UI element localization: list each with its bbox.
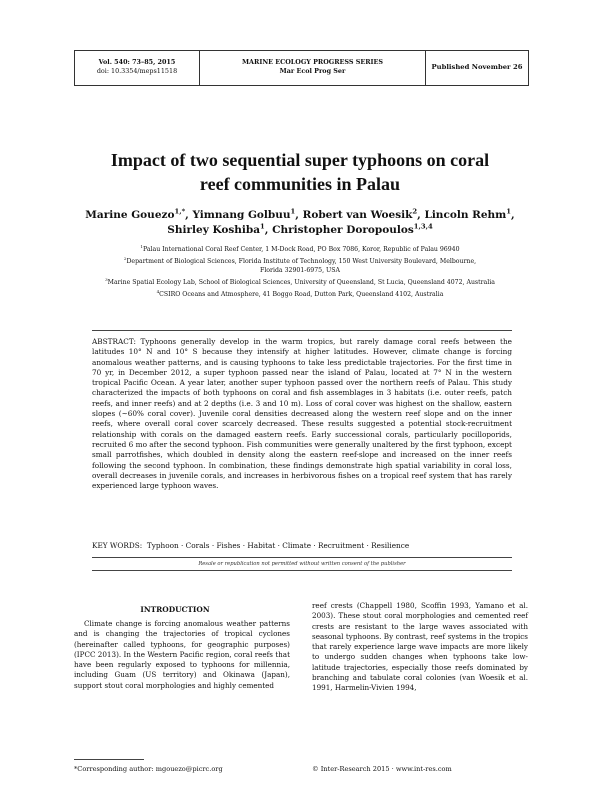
author-affil: 1 — [260, 222, 265, 231]
affiliation-4: $^4$CSIRO Oceans and Atmosphere, 41 Boggo Road, Dutton Park, Queensland 4102, Australia — [156, 288, 444, 298]
journal-abbrev: Mar Ecol Prog Ser — [279, 67, 346, 75]
footnote-rule — [74, 759, 144, 760]
author-line-1: Marine Gouezo$^{1,*}$, Yimnang Golbuu$^1$, Robert van Woesik$^2$, Lincoln Rehm$^1$, — [85, 207, 515, 221]
author-affil: 1 — [506, 207, 512, 216]
author-list — [40, 208, 560, 238]
keywords — [92, 541, 512, 551]
author-affil: 1,3,4 — [413, 222, 433, 231]
keywords-list: Typhoon · Corals · Fishes · Habitat · Climate · Recruitment · Resilience — [146, 541, 410, 550]
section-heading-introduction: INTRODUCTION — [140, 605, 210, 614]
journal-name: MARINE ECOLOGY PROGRESS SERIES — [241, 58, 383, 66]
header-citation-box — [74, 50, 200, 86]
affiliation-2: $^2$Department of Biological Sciences, Florida Institute of Technology, 150 West University Boulevard, Melbourne, Florida 32901-6975, USA — [123, 255, 477, 274]
intro-column-1: Climate change is forcing anomalous weather patterns and is changing the trajectories of tropical cyclones (hereinafter called typhoons, for geographic purposes) (IPCC 2013). In the Western Pacific region, coral reefs that have been regularly exposed to typhoons for millennia, including Guam (US territory) and Okinawa (Japan), support stout coral morphologies and highly cemented — [74, 619, 290, 690]
article-title — [40, 148, 560, 196]
abstract-top-rule — [92, 330, 512, 331]
affiliation-3: $^3$Marine Spatial Ecology Lab, School of Biological Sciences, University of Queensland, St Lucia, Queensland 4072, Australia — [105, 276, 495, 286]
abstract — [92, 337, 512, 491]
published-date: Published November 26 — [431, 63, 523, 71]
resale-rule — [92, 570, 512, 571]
title-line-1: Impact of two sequential super typhoons on coral — [110, 150, 490, 170]
author-name: Shirley Koshiba — [167, 224, 261, 236]
author-name: Lincoln Rehm — [424, 209, 507, 221]
citation-volume: Vol. 540: 73–85, 2015 — [98, 58, 176, 66]
author-affil: 1,* — [174, 207, 186, 216]
author-affil: 1 — [290, 207, 296, 216]
citation-doi: doi: 10.3354/meps11518 — [96, 67, 178, 75]
copyright: © Inter-Research 2015 · www.int-res.com — [312, 765, 452, 773]
keywords-label: KEY WORDS: — [92, 541, 143, 550]
abstract-text: Typhoons generally develop in the warm tropics, but rarely damage coral reefs between the latitudes 10° N and 10° S because they intensify at higher latitudes. However, climate change is forcing anomalous weather patterns, and is causing typhoons to take less predictable trajectories. For the first time in 70 yr, in December 2012, a super typhoon passed near the island of Palau, located at 7° N in the western tropical Pacific Ocean. A year later, another super typhoon passed over the northern reefs of Palau. This study characterized the impacts of both typhoons on coral and fish assemblages in 3 habitats (i.e. outer reefs, patch reefs, and inner reefs) and at 2 depths (i.e. 3 and 10 m). Loss of coral cover was highest on the shallow, eastern slopes (~60% coral cover). Juvenile coral densities decreased along the western reef slope and on the inner reefs, where overall coral cover scarcely decreased. These results suggested a potential stock-recruitment relationship with corals on the damaged eastern reefs. Early successional corals, particularly pocilloporids, recruited 6 mo after the second typhoon. Fish communities were generally unaltered by the first typhoon, except small parrotfishes, which doubled in density along the eastern reef-slope and increased on the inner reefs following the second typhoon. In combination, these findings demonstrate high spatial variability in coral loss, overall decreases in juvenile corals, and increases in herbivorous fishes on a tropical reef system that has rarely experienced large typhoon waves. — [92, 337, 512, 491]
header-published-box — [426, 50, 529, 86]
author-name: Yimnang Golbuu — [192, 209, 291, 221]
corresponding-author: *Corresponding author: mgouezo@picrc.org — [74, 765, 223, 773]
header-journal-box — [200, 50, 426, 86]
author-affil: 2 — [412, 207, 418, 216]
author-name: Christopher Doropoulos — [272, 224, 414, 236]
author-name: Robert van Woesik — [302, 209, 413, 221]
resale-notice: Resale or republication not permitted without written consent of the publisher — [198, 561, 406, 567]
author-name: Marine Gouezo — [85, 209, 175, 221]
author-line-2: Shirley Koshiba$^1$, Christopher Doropoulos$^{1,3,4}$ — [167, 222, 433, 236]
abstract-label: ABSTRACT: — [92, 337, 136, 346]
affiliation-1: $^1$Palau International Coral Reef Center, 1 M-Dock Road, PO Box 7086, Koror, Republic of Palau 96940 — [140, 243, 460, 253]
abstract-bottom-rule — [92, 557, 512, 558]
title-line-2: reef communities in Palau — [199, 174, 401, 194]
intro-column-2: reef crests (Chappell 1980, Scoffin 1993, Yamano et al. 2003). These stout coral morphologies and cemented reef crests are resistant to the large waves associated with seasonal typhoons. By contrast, reef systems in the tropics that rarely experience large wave impacts are more likely to undergo sudden changes when typhoons take low-latitude trajectories, especially those reefs dominated by branching and tabulate coral colonies (van Woesik et al. 1991, Harmelin-Vivien 1994, — [312, 601, 528, 693]
